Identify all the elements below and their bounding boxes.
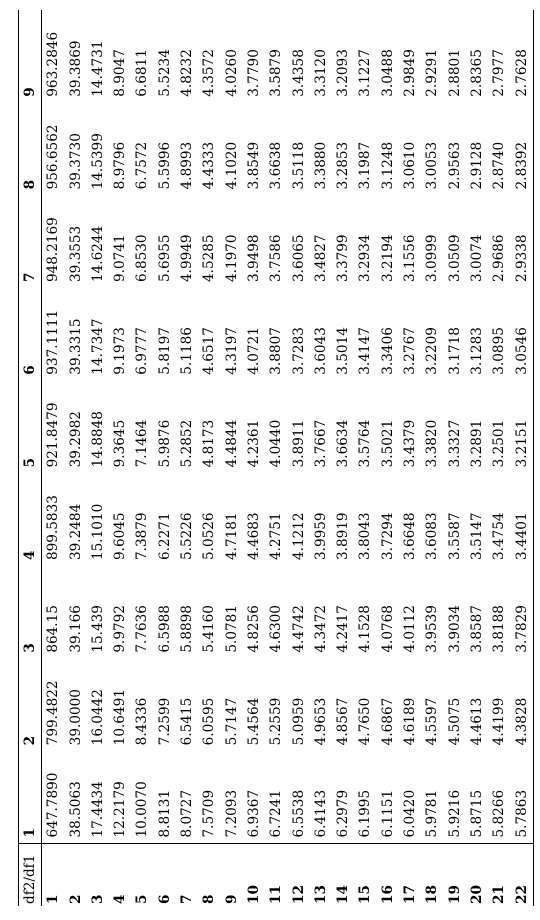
- table-cell: 3.8043: [357, 512, 374, 560]
- table-cell: 3.3406: [379, 327, 396, 375]
- table-cell: 5.4564: [245, 697, 262, 746]
- table-cell: 5.8715: [468, 789, 485, 838]
- table-cell: 3.5764: [357, 419, 374, 468]
- table-cell: 3.5118: [290, 141, 307, 190]
- table-cell: 3.2934: [357, 234, 374, 283]
- table-row: [354, 10, 376, 906]
- row-label: 7: [176, 844, 198, 906]
- table-row: [288, 10, 310, 906]
- table-cell: 4.2417: [335, 605, 352, 653]
- table-cell: 3.1718: [446, 327, 463, 375]
- table-cell: 4.8173: [201, 419, 218, 468]
- column-header: 1: [19, 751, 42, 844]
- table-cell: 3.4147: [357, 327, 374, 375]
- row-label: 12: [288, 844, 310, 906]
- header-row: [19, 10, 42, 906]
- table-cell: 4.3572: [201, 49, 218, 97]
- table-cell: 3.1556: [402, 234, 419, 283]
- table-cell: 4.9949: [179, 234, 196, 283]
- table-cell: 3.2194: [379, 234, 396, 283]
- table-cell: 8.0727: [179, 789, 196, 838]
- table-cell: 12.2179: [112, 781, 129, 838]
- table-cell: 3.2767: [402, 327, 419, 375]
- table-cell: 3.4827: [312, 234, 329, 283]
- table-cell: 4.5075: [446, 697, 463, 746]
- table-cell: 3.9539: [424, 605, 441, 653]
- table-row: [42, 10, 65, 906]
- table-cell: 4.6189: [402, 697, 419, 746]
- row-label: 11: [265, 844, 287, 906]
- table-cell: 5.5234: [156, 49, 173, 97]
- f-distribution-table: [18, 10, 534, 906]
- table-cell: 4.0112: [402, 605, 419, 653]
- table-cell: 3.2853: [335, 141, 352, 190]
- table-cell: 8.4336: [134, 697, 151, 746]
- table-cell: 4.4333: [201, 141, 218, 190]
- row-label: 3: [87, 844, 109, 906]
- table-cell: 3.8549: [245, 141, 262, 190]
- table-cell: 4.1212: [290, 512, 307, 560]
- table-cell: 3.5147: [468, 512, 485, 560]
- table-cell: 3.1283: [468, 327, 485, 375]
- column-header: 5: [19, 381, 42, 474]
- table-cell: 5.9876: [156, 419, 173, 468]
- table-cell: 3.0999: [424, 234, 441, 283]
- table-cell: 6.9777: [134, 327, 151, 375]
- table-cell: 3.3880: [312, 141, 329, 190]
- row-label: 13: [310, 844, 332, 906]
- table-cell: 3.8919: [335, 512, 352, 560]
- table-cell: 2.9849: [402, 49, 419, 97]
- table-row: [131, 10, 153, 906]
- table-cell: 3.5879: [268, 49, 285, 97]
- table-cell: 5.0959: [290, 697, 307, 746]
- row-label: 22: [511, 844, 534, 906]
- table-row: [198, 10, 220, 906]
- table-cell: 2.7628: [511, 10, 534, 103]
- table-cell: 4.1970: [223, 234, 240, 283]
- table-cell: 4.7181: [223, 512, 240, 560]
- column-header: 8: [19, 103, 42, 196]
- table-cell: 9.3645: [112, 419, 129, 468]
- table-cell: 2.9128: [468, 141, 485, 190]
- table-cell: 3.2093: [335, 49, 352, 97]
- column-header: 9: [19, 10, 42, 103]
- table-cell: 5.7863: [511, 751, 534, 844]
- table-row: [310, 10, 332, 906]
- table-cell: 864.15: [45, 605, 62, 653]
- table-cell: 5.9781: [424, 789, 441, 838]
- table-cell: 4.7650: [357, 697, 374, 746]
- table-cell: 4.8993: [179, 141, 196, 190]
- table-cell: 2.8801: [446, 49, 463, 97]
- table-row: [377, 10, 399, 906]
- table-cell: 3.1987: [357, 141, 374, 190]
- table-row: [466, 10, 488, 906]
- table-cell: 3.4401: [511, 473, 534, 566]
- table-row: [154, 10, 176, 906]
- table-cell: 7.2599: [156, 697, 173, 746]
- table-cell: 7.7636: [134, 605, 151, 653]
- table-cell: 38.5063: [67, 781, 84, 838]
- table-cell: 9.6045: [112, 512, 129, 560]
- table-row: [444, 10, 466, 906]
- table-cell: 5.1186: [179, 327, 196, 375]
- table-cell: 3.1227: [357, 49, 374, 97]
- table-cell: 6.8530: [134, 234, 151, 283]
- table-cell: 3.9034: [446, 605, 463, 653]
- table-cell: 3.9498: [245, 234, 262, 283]
- table-cell: 5.2559: [268, 697, 285, 746]
- table-cell: 3.5014: [335, 327, 352, 375]
- table-row: [511, 10, 534, 906]
- table-cell: 14.6244: [89, 225, 106, 283]
- table-cell: 3.0610: [402, 141, 419, 190]
- table-cell: 14.7347: [89, 318, 106, 375]
- table-cell: 2.8740: [491, 141, 508, 190]
- table-cell: 5.4160: [201, 605, 218, 653]
- table-cell: 14.8848: [89, 411, 106, 468]
- table-row: [221, 10, 243, 906]
- table-cell: 3.4358: [290, 49, 307, 97]
- table-cell: 14.5399: [89, 133, 106, 190]
- table-cell: 4.4613: [468, 697, 485, 746]
- table-cell: 6.9367: [245, 789, 262, 838]
- table-row: [488, 10, 510, 906]
- table-cell: 3.0488: [379, 49, 396, 97]
- table-cell: 3.3799: [335, 234, 352, 283]
- row-label: 17: [399, 844, 421, 906]
- table-cell: 3.0074: [468, 234, 485, 283]
- table-cell: 4.3472: [312, 605, 329, 653]
- table-cell: 3.7667: [312, 419, 329, 468]
- table-cell: 4.4199: [491, 697, 508, 746]
- table-cell: 8.8131: [156, 789, 173, 838]
- table-cell: 4.5285: [201, 234, 218, 283]
- table-cell: 10.0070: [134, 781, 151, 838]
- table-cell: 963.2846: [45, 31, 62, 97]
- table-cell: 4.8256: [245, 605, 262, 653]
- table-cell: 3.2151: [511, 381, 534, 474]
- column-header: 4: [19, 473, 42, 566]
- row-label: 15: [354, 844, 376, 906]
- table-cell: 6.7241: [268, 789, 285, 838]
- row-label: 16: [377, 844, 399, 906]
- table-cell: 3.8188: [491, 605, 508, 653]
- table-cell: 9.9792: [112, 605, 129, 653]
- table-cell: 5.0526: [201, 512, 218, 560]
- table-row: [421, 10, 443, 906]
- table-cell: 4.1020: [223, 141, 240, 190]
- table-cell: 956.6562: [45, 124, 62, 190]
- table-cell: 3.6634: [335, 419, 352, 468]
- table-cell: 647.7890: [45, 772, 62, 838]
- table-cell: 3.6638: [268, 141, 285, 190]
- row-label: 10: [243, 844, 265, 906]
- table-cell: 17.4434: [89, 781, 106, 838]
- column-header: 3: [19, 566, 42, 659]
- table-cell: 2.7977: [491, 49, 508, 97]
- table-cell: 39.3553: [67, 225, 84, 283]
- table-row: [399, 10, 421, 906]
- table-row: [332, 10, 354, 906]
- table-cell: 9.1973: [112, 327, 129, 375]
- table-cell: 4.2361: [245, 419, 262, 468]
- row-label: 20: [466, 844, 488, 906]
- table-cell: 2.9338: [511, 195, 534, 288]
- table-cell: 4.0721: [245, 327, 262, 375]
- table-cell: 39.0000: [67, 689, 84, 746]
- table-cell: 5.5226: [179, 512, 196, 560]
- table-row: [176, 10, 198, 906]
- table-cell: 4.0260: [223, 49, 240, 97]
- table-cell: 2.9686: [491, 234, 508, 283]
- table-cell: 937.1111: [45, 309, 62, 375]
- corner-label: df2/df1: [19, 844, 42, 906]
- column-header: 2: [19, 659, 42, 752]
- row-label: 5: [131, 844, 153, 906]
- table-cell: 7.2093: [223, 789, 240, 838]
- row-label: 9: [221, 844, 243, 906]
- column-header: 6: [19, 288, 42, 381]
- table-cell: 3.6083: [424, 512, 441, 560]
- table-cell: 7.5709: [201, 789, 218, 838]
- table-cell: 5.5996: [156, 141, 173, 190]
- table-cell: 6.1151: [379, 789, 396, 838]
- table-cell: 4.3828: [511, 659, 534, 752]
- table-cell: 7.3879: [134, 512, 151, 560]
- table-cell: 3.7586: [268, 234, 285, 283]
- table-cell: 39.3315: [67, 318, 84, 375]
- table-cell: 2.8365: [468, 49, 485, 97]
- table-body: [42, 10, 534, 906]
- table-cell: 4.6300: [268, 605, 285, 653]
- table-cell: 10.6491: [112, 689, 129, 746]
- table-cell: 799.4822: [45, 680, 62, 746]
- table-cell: 3.0895: [491, 327, 508, 375]
- table-cell: 3.3820: [424, 419, 441, 468]
- table-cell: 4.4742: [290, 605, 307, 653]
- table-cell: 14.4731: [89, 40, 106, 97]
- table-cell: 4.3197: [223, 327, 240, 375]
- table-cell: 4.2751: [268, 512, 285, 560]
- table-cell: 6.4143: [312, 789, 329, 838]
- table-row: [87, 10, 109, 906]
- table-cell: 3.3120: [312, 49, 329, 97]
- table-cell: 6.2979: [335, 789, 352, 838]
- table-cell: 3.0546: [511, 288, 534, 381]
- table-cell: 4.0768: [379, 605, 396, 653]
- table-cell: 3.5587: [446, 512, 463, 560]
- table-cell: 3.5021: [379, 419, 396, 468]
- table-cell: 7.1464: [134, 419, 151, 468]
- table-cell: 3.8911: [290, 419, 307, 468]
- table-cell: 4.5597: [424, 697, 441, 746]
- table-cell: 3.3327: [446, 419, 463, 468]
- table-cell: 39.3869: [67, 40, 84, 97]
- table-cell: 2.9563: [446, 141, 463, 190]
- table-cell: 4.1528: [357, 605, 374, 653]
- table-cell: 3.1248: [379, 141, 396, 190]
- table-cell: 6.5415: [179, 697, 196, 746]
- table-cell: 4.6517: [201, 327, 218, 375]
- table-cell: 4.4683: [245, 512, 262, 560]
- table-cell: 3.6043: [312, 327, 329, 375]
- table-cell: 3.7294: [379, 512, 396, 560]
- row-label: 8: [198, 844, 220, 906]
- table-cell: 16.0442: [89, 689, 106, 746]
- table-cell: 6.5988: [156, 605, 173, 653]
- table-cell: 3.8587: [468, 605, 485, 653]
- table-cell: 6.6811: [134, 49, 151, 97]
- table-cell: 3.0509: [446, 234, 463, 283]
- table-cell: 3.6648: [402, 512, 419, 560]
- table-cell: 948.2169: [45, 217, 62, 283]
- row-label: 1: [42, 844, 65, 906]
- table-cell: 4.8567: [335, 697, 352, 746]
- table-cell: 39.3730: [67, 133, 84, 190]
- table-cell: 5.8898: [179, 605, 196, 653]
- row-label: 6: [154, 844, 176, 906]
- table-row: [243, 10, 265, 906]
- table-cell: 5.7147: [223, 697, 240, 746]
- table-cell: 8.9047: [112, 49, 129, 97]
- table-cell: 3.4379: [402, 419, 419, 468]
- table-cell: 5.2852: [179, 419, 196, 468]
- table-cell: 899.5833: [45, 495, 62, 560]
- table-cell: 3.8807: [268, 327, 285, 375]
- table-cell: 3.2209: [424, 327, 441, 375]
- table-cell: 3.6065: [290, 234, 307, 283]
- table-cell: 6.7572: [134, 141, 151, 190]
- table-cell: 2.8392: [511, 103, 534, 196]
- table-cell: 3.0053: [424, 141, 441, 190]
- table-cell: 6.5538: [290, 789, 307, 838]
- table-cell: 4.0440: [268, 419, 285, 468]
- table-cell: 39.2484: [67, 503, 84, 560]
- table-cell: 9.0741: [112, 234, 129, 283]
- row-label: 2: [65, 844, 87, 906]
- table-cell: 6.2271: [156, 512, 173, 560]
- table-cell: 5.9216: [446, 789, 463, 838]
- table-cell: 8.9796: [112, 141, 129, 190]
- table-cell: 921.8479: [45, 402, 62, 468]
- table-cell: 2.9291: [424, 49, 441, 97]
- table-cell: 4.8232: [179, 49, 196, 97]
- column-header: 7: [19, 195, 42, 288]
- table-cell: 5.6955: [156, 234, 173, 283]
- table-cell: 6.0420: [402, 789, 419, 838]
- row-label: 14: [332, 844, 354, 906]
- table-cell: 4.4844: [223, 419, 240, 468]
- row-label: 18: [421, 844, 443, 906]
- table-cell: 3.2501: [491, 419, 508, 468]
- table-row: [109, 10, 131, 906]
- table-cell: 3.7790: [245, 49, 262, 97]
- table-cell: 5.0781: [223, 605, 240, 653]
- row-label: 21: [488, 844, 510, 906]
- table-cell: 39.166: [67, 605, 84, 653]
- table-cell: 3.7829: [511, 566, 534, 659]
- table-cell: 4.6867: [379, 697, 396, 746]
- table-cell: 4.9653: [312, 697, 329, 746]
- table-cell: 6.1995: [357, 789, 374, 838]
- table-row: [65, 10, 87, 906]
- table-cell: 3.9959: [312, 512, 329, 560]
- table-row: [265, 10, 287, 906]
- table-cell: 5.8266: [491, 789, 508, 838]
- row-label: 4: [109, 844, 131, 906]
- table-cell: 6.0595: [201, 697, 218, 746]
- table-cell: 3.7283: [290, 327, 307, 375]
- table-cell: 15.1010: [89, 503, 106, 560]
- table-cell: 3.2891: [468, 419, 485, 468]
- row-label: 19: [444, 844, 466, 906]
- table-cell: 39.2982: [67, 411, 84, 468]
- table-cell: 15.439: [89, 605, 106, 653]
- table-cell: 3.4754: [491, 512, 508, 560]
- table-cell: 5.8197: [156, 327, 173, 375]
